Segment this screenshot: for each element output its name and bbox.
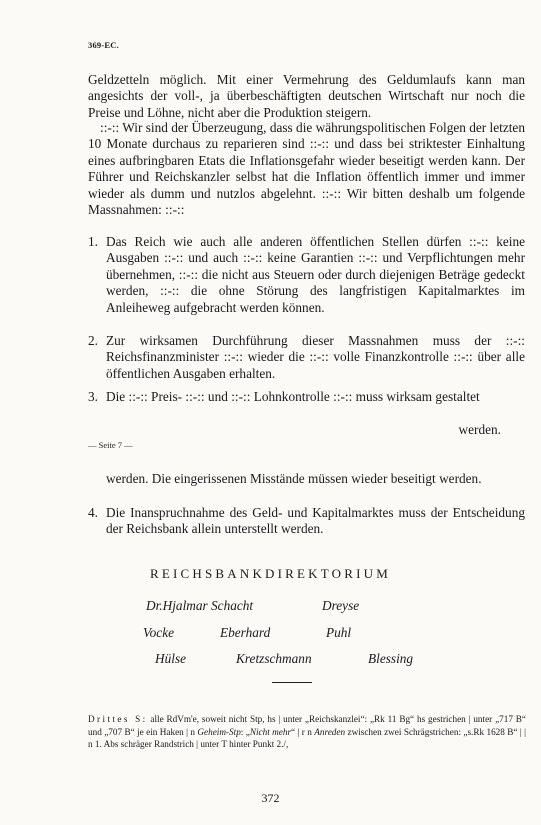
list-item-text: Das Reich wie auch alle anderen öffentlichen Stellen dürfen ::-:: keine Ausgaben ::-:: und auch ::-:: keine Garantien ::-:: und Verpflichtungen mehr übernehmen, ::-:: die nicht aus Steuern oder durch diejenigen Beträge gedeckt werden, ::-:: die ohne Störung des langfristigen Kapitalmarktes im Anleiheweg aufgebracht werden können.	[106, 234, 525, 315]
signatory: Kretzschmann	[236, 651, 312, 666]
list-item-text: Die ::-:: Preis- ::-:: und ::-:: Lohnkontrolle ::-:: muss wirksam gestaltet	[106, 389, 480, 404]
signatory: Dreyse	[322, 598, 360, 613]
list-item-number: 4.	[88, 505, 98, 520]
document-id: 369-EC.	[88, 40, 119, 50]
signatory: Puhl	[326, 625, 352, 640]
list-item-number: 1.	[88, 234, 98, 249]
list-item-text: Zur wirksamen Durchführung dieser Massnahmen muss der ::-:: Reichsfinanzminister ::-:: wieder die ::-:: volle Finanzkontrolle ::-:: über alle öffentlichen Ausgaben erhalten.	[106, 333, 525, 381]
paragraph-1: Geldzetteln möglich. Mit einer Vermehrung des Geldumlaufs kann man angesichts der voll-, ja überbeschäftigten deutschen Wirtschaft nur noch die Preise und Löhne, nicht aber die Produktion steigern.	[88, 72, 525, 120]
paragraph-2: ::-:: Wir sind der Überzeugung, dass die währungspolitischen Folgen der letzten 10 Monate durchaus zu reparieren sind ::-:: und dass bei striktester Einhaltung eines aufbringbaren Etats die Inflationsgefahr wieder beseitigt werden kann. Der Führer und Reichskanzler selbst hat die Inflation öffentlich immer und immer wieder als dumm und nutzlos abgelehnt. ::-:: Wir bitten deshalb um folgende Massnahmen: ::-::	[88, 120, 525, 218]
list-item	[88, 234, 525, 316]
list-item-number: 3.	[88, 389, 98, 404]
signatory: Dr.Hjalmar Schacht	[146, 598, 254, 613]
board-title: REICHSBANKDIREKTORIUM	[149, 566, 392, 581]
signatory: Eberhard	[220, 625, 271, 640]
footnote: Drittes S: alle RdVm'e, soweit nicht Stp, hs | unter „Reichskanzlei“: „Rk 11 Bg“ hs gestrichen | unter „717 B“ und „707 B“ je ein Haken | n Geheim-Stp: „Nicht mehr“ | r n Anreden zwischen zwei Schrägstrichen: „s.Rk 1628 B“ | | n 1. Abs schräger Randstrich | unter T hinter Punkt 2./,	[88, 714, 526, 750]
signatory: Vocke	[143, 625, 175, 640]
list-item-number: 2.	[88, 333, 98, 348]
page-number: 372	[261, 791, 280, 805]
list-item	[88, 389, 525, 405]
signatory: Blessing	[368, 651, 414, 666]
list-item	[88, 505, 525, 538]
continuation-text: werden. Die eingerissenen Misstände müssen wieder beseitigt werden.	[106, 471, 482, 486]
page-marker: — Seite 7 —	[88, 440, 133, 450]
list-item	[88, 333, 525, 382]
separator-rule	[272, 682, 312, 683]
list-item-text: Die Inanspruchnahme des Geld- und Kapitalmarktes muss der Entscheidung der Reichsbank allein unterstellt werden.	[106, 505, 525, 537]
footnote-lead: Drittes S:	[88, 714, 148, 724]
signatory: Hülse	[155, 651, 187, 666]
trailing-word: werden.	[458, 422, 501, 437]
